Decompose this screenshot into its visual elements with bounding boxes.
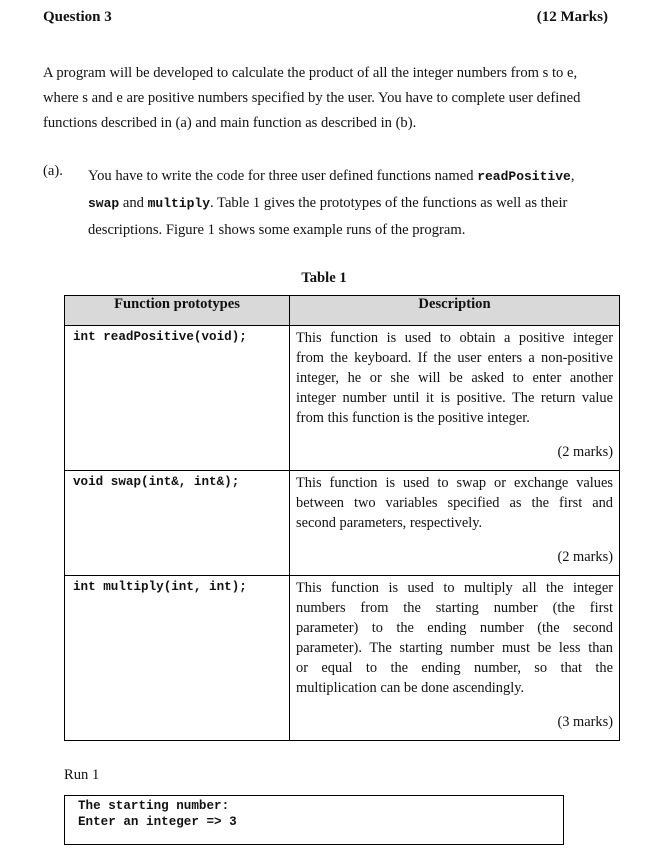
table-caption: Table 1 bbox=[301, 270, 347, 286]
header-description: Description bbox=[290, 296, 620, 326]
description-line: parameter). The starting number must be less than bbox=[296, 640, 613, 656]
run-label: Run 1 bbox=[64, 767, 100, 783]
description-line: This function is used to swap or exchange values bbox=[296, 475, 613, 491]
intro-line: functions described in (a) and main function as described in (b). bbox=[43, 115, 417, 131]
description-line: This function is used to obtain a positive integer bbox=[296, 330, 613, 346]
table-row bbox=[65, 576, 620, 741]
description-line: second parameters, respectively. bbox=[296, 515, 483, 531]
part-a-paragraph bbox=[88, 163, 616, 244]
function-table bbox=[64, 295, 620, 741]
prototype-cell bbox=[65, 471, 290, 576]
description-line: between two variables specified as the first and bbox=[296, 495, 613, 511]
description-line: or equal to the ending number, so that the bbox=[296, 660, 613, 676]
part-a-label: (a). bbox=[43, 163, 63, 179]
function-prototype: int readPositive(void); bbox=[73, 330, 247, 344]
part-a-line: descriptions. Figure 1 shows some example runs of the program. bbox=[88, 222, 466, 238]
prototype-cell bbox=[65, 326, 290, 471]
description-line: integer number until it is positive. The return value bbox=[296, 390, 613, 406]
intro-line: where s and e are positive numbers specified by the user. You have to complete user defined bbox=[43, 90, 581, 106]
description-line: from this function is the positive integer. bbox=[296, 410, 530, 426]
description-line: multiplication can be done ascendingly. bbox=[296, 680, 525, 696]
function-name-readpositive: readPositive bbox=[477, 169, 571, 184]
run-output-line: The starting number: bbox=[78, 799, 230, 813]
header-function-prototypes: Function prototypes bbox=[65, 296, 290, 326]
description-text bbox=[296, 473, 613, 533]
marks-label: (2 marks) bbox=[557, 444, 613, 460]
question-marks: (12 Marks) bbox=[536, 9, 608, 25]
description-text bbox=[296, 578, 613, 698]
function-prototype: void swap(int&, int&); bbox=[73, 475, 240, 489]
intro-paragraph bbox=[43, 61, 613, 136]
table-header-row bbox=[65, 296, 620, 326]
description-line: parameter) to the ending number (the second bbox=[296, 620, 613, 636]
description-cell bbox=[290, 326, 620, 471]
description-line: from the keyboard. If the user enters a non-positive bbox=[296, 350, 613, 366]
description-cell bbox=[290, 576, 620, 741]
intro-line: A program will be developed to calculate the product of all the integer numbers from s to e, bbox=[43, 65, 578, 81]
part-a-line: You have to write the code for three user defined functions named readPositive, bbox=[88, 168, 575, 184]
table-row bbox=[65, 326, 620, 471]
description-line: numbers from the starting number (the first bbox=[296, 600, 613, 616]
description-line: This function is used to multiply all the integer bbox=[296, 580, 613, 596]
prototype-cell bbox=[65, 576, 290, 741]
part-a-line: swap and multiply. Table 1 gives the prototypes of the functions as well as their bbox=[88, 195, 568, 211]
description-line: integer, he or she will be asked to enter another bbox=[296, 370, 613, 386]
description-cell bbox=[290, 471, 620, 576]
run-output-box bbox=[64, 795, 564, 845]
function-name-swap: swap bbox=[88, 196, 120, 211]
marks-label: (3 marks) bbox=[557, 714, 613, 730]
question-title: Question 3 bbox=[43, 9, 112, 25]
marks-label: (2 marks) bbox=[557, 549, 613, 565]
description-text bbox=[296, 328, 613, 428]
function-prototype: int multiply(int, int); bbox=[73, 580, 247, 594]
function-name-multiply: multiply bbox=[147, 196, 211, 211]
run-output-line: Enter an integer => 3 bbox=[78, 815, 237, 829]
table-row bbox=[65, 471, 620, 576]
